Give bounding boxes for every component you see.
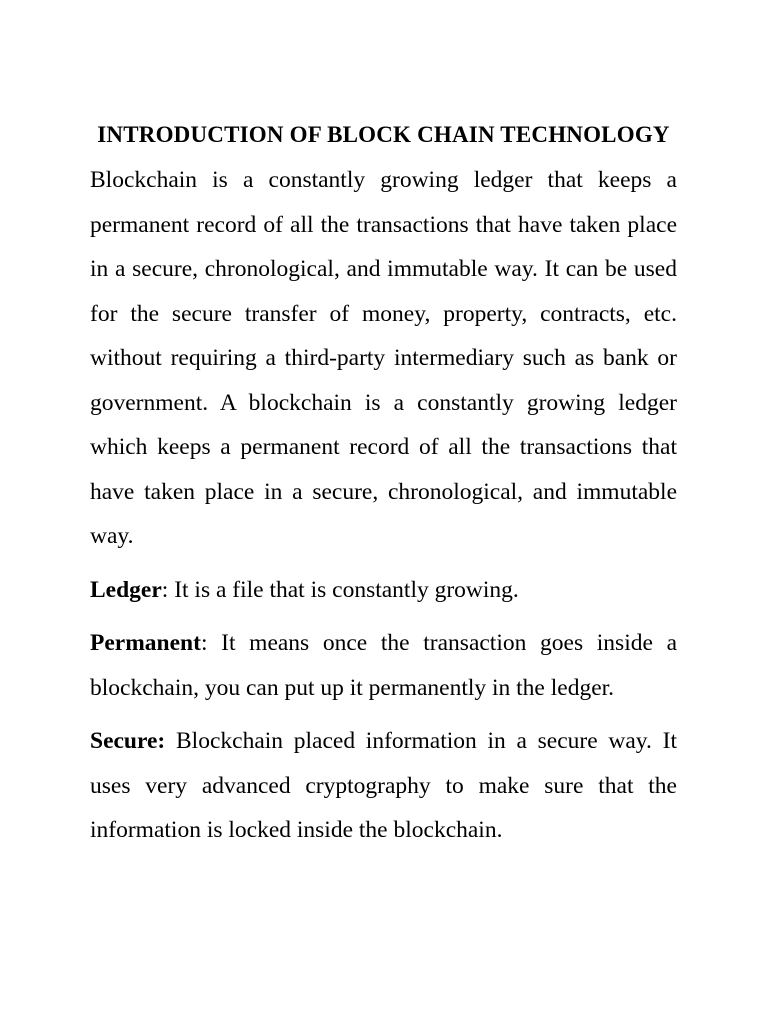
definition-secure bbox=[90, 719, 677, 853]
definition-separator: : bbox=[161, 576, 175, 603]
definition-term: Permanent bbox=[90, 630, 201, 656]
definition-separator bbox=[165, 728, 176, 754]
definition-permanent bbox=[90, 621, 677, 710]
definition-term: Ledger bbox=[90, 576, 162, 603]
document-title: INTRODUCTION OF BLOCK CHAIN TECHNOLOGY bbox=[97, 122, 670, 147]
definition-separator: : bbox=[200, 630, 222, 656]
definition-text: It means once the transaction goes inside a blockchain, you can put up it permanently in the ledger. bbox=[90, 630, 678, 701]
intro-paragraph: Blockchain is a constantly growing ledger that keeps a permanent record of all the transactions that have taken place in a secure, chronological, and immutable way. It can be used for the secure transfer of money, property, contracts, etc. without requiring a third-party intermediary such as bank or government. A blockchain is a constantly growing ledger which keeps a permanent record of all the transactions that have taken place in a secure, chronological, and immutable way. bbox=[90, 167, 677, 549]
definition-term: Secure: bbox=[90, 728, 166, 754]
definition-ledger bbox=[90, 568, 677, 613]
definition-text: It is a file that is constantly growing. bbox=[174, 576, 519, 603]
document-page bbox=[90, 120, 677, 853]
definition-text: Blockchain placed information in a secure way. It uses very advanced cryptography to make sure that the information is locked inside the blockchain. bbox=[90, 728, 677, 843]
